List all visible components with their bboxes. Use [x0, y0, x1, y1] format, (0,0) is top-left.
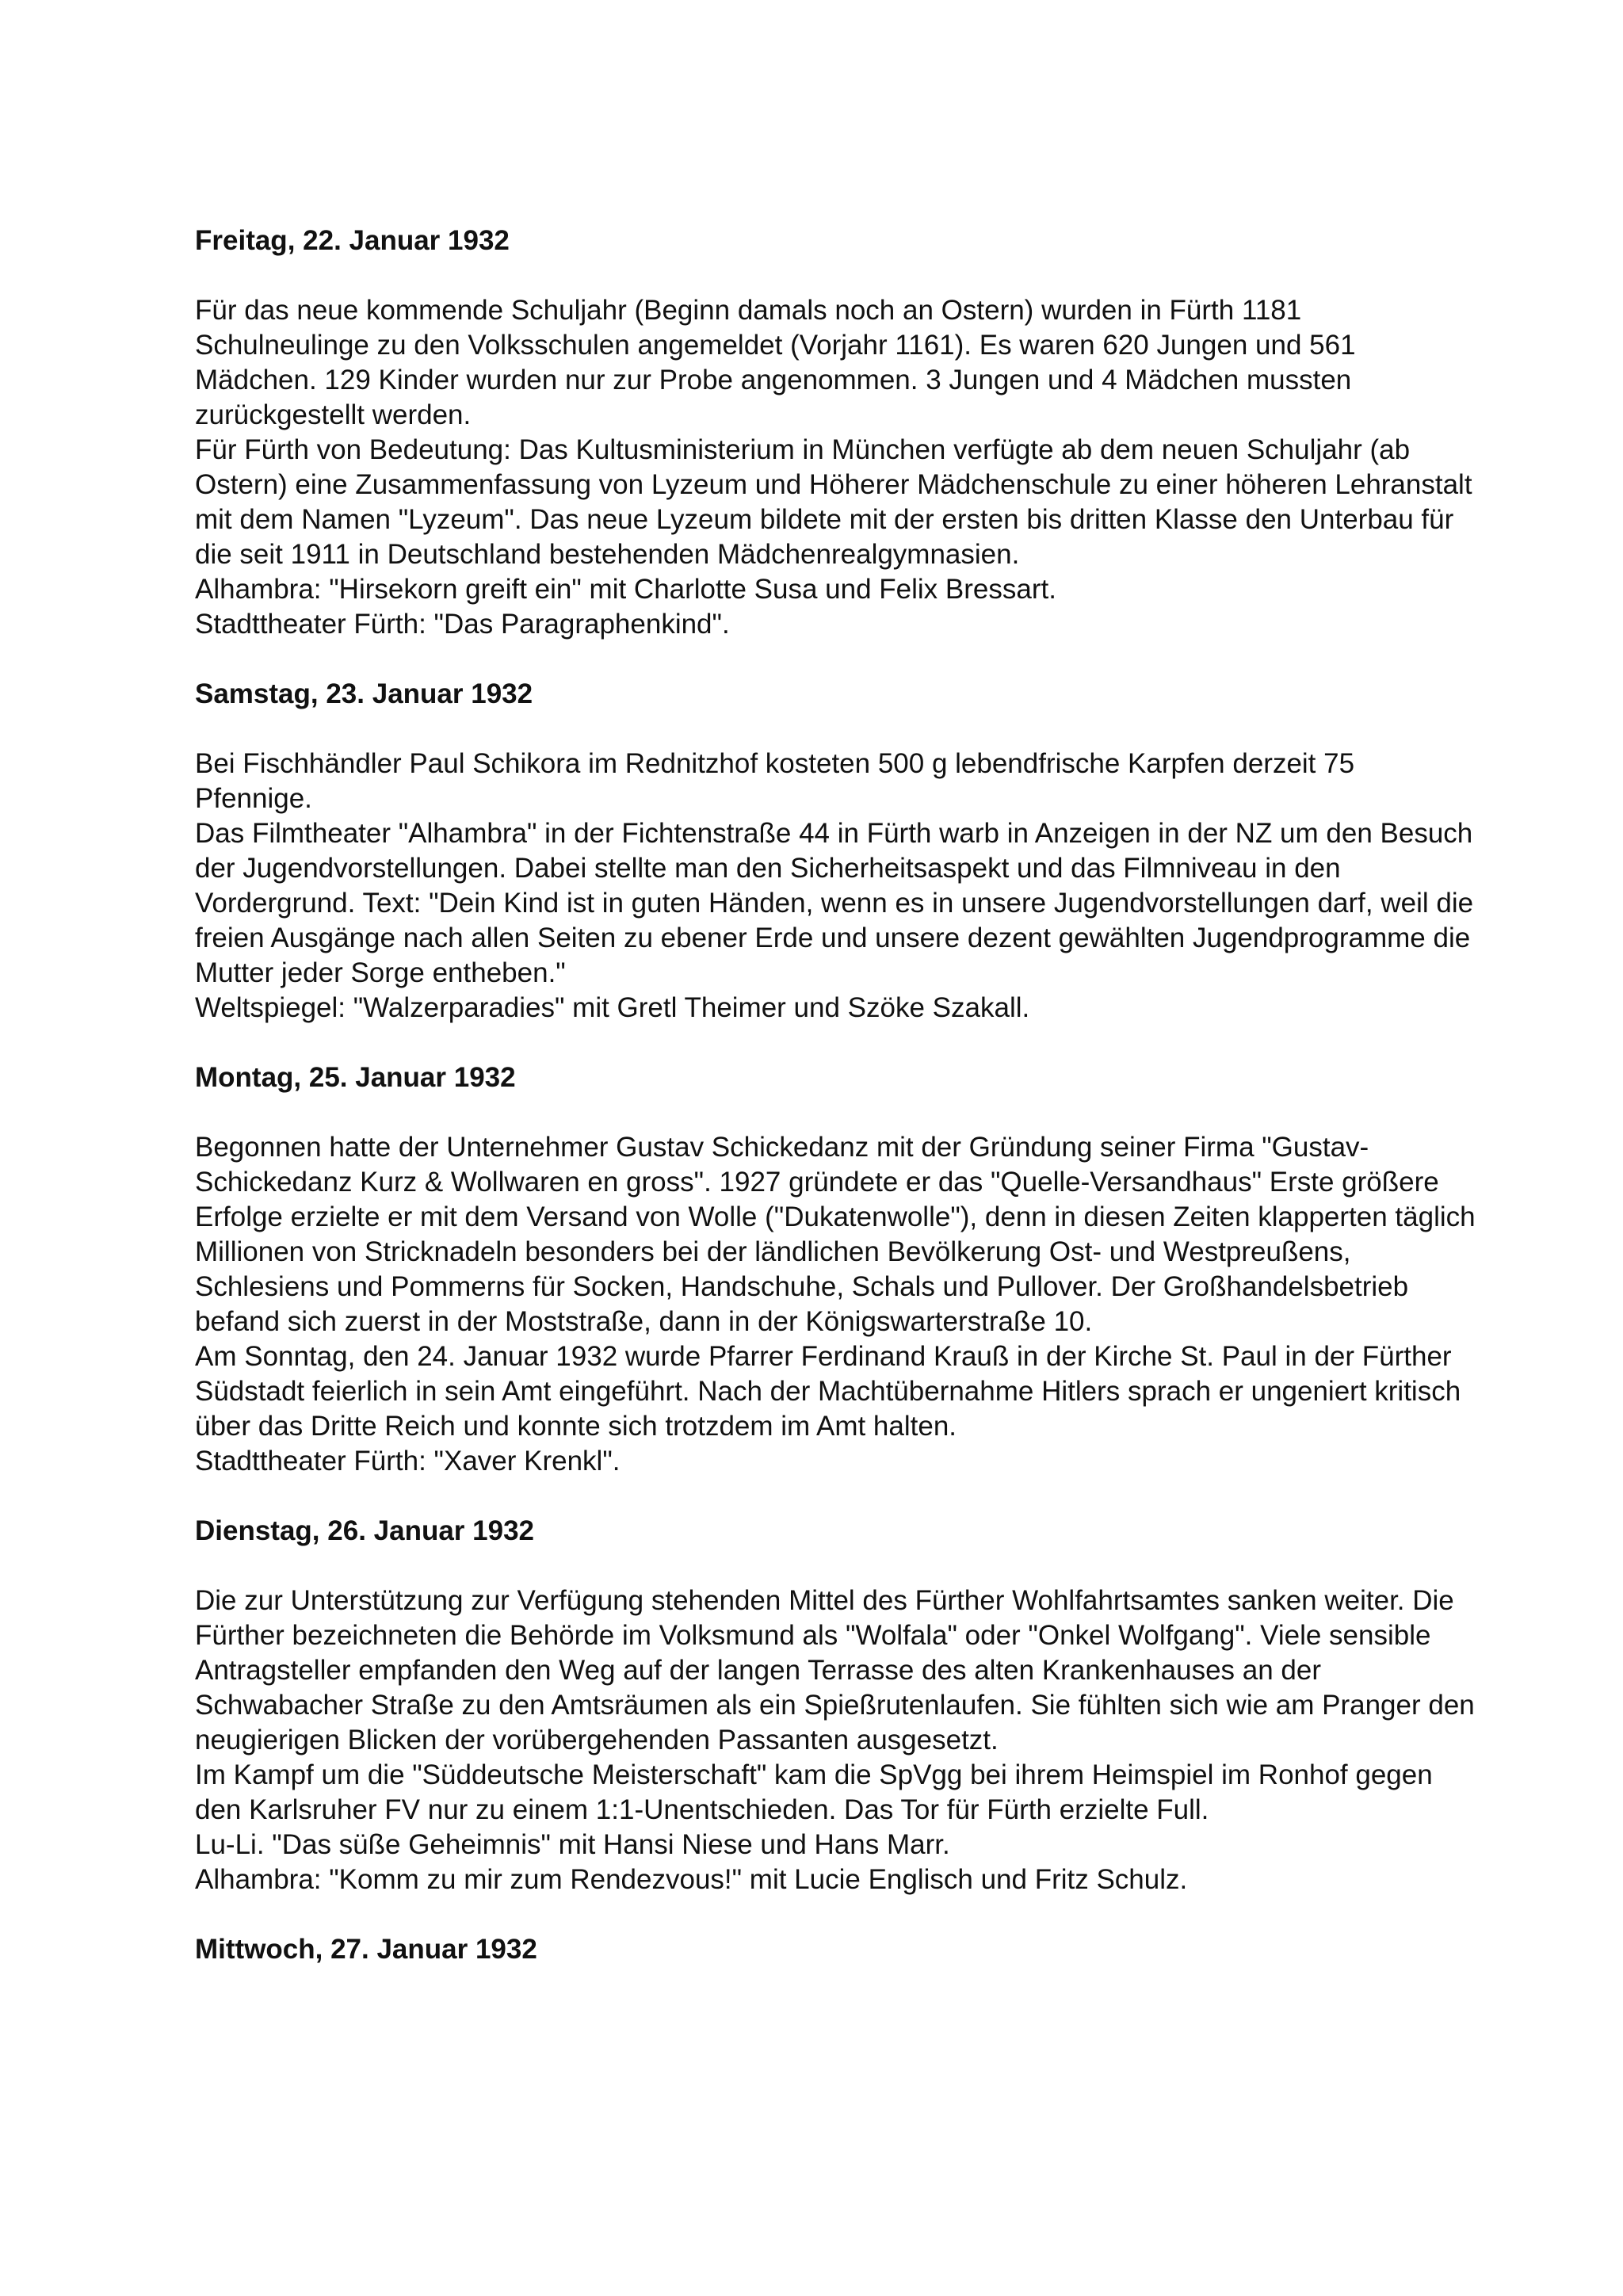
entry-paragraph: Im Kampf um die "Süddeutsche Meisterschaft" kam die SpVgg bei ihrem Heimspiel im Ronhof gegen den Karlsruher FV nur zu einem 1:1-Unentschieden. Das Tor für Fürth erzielte Full.: [195, 1759, 1433, 1825]
entry-3: [195, 677, 1479, 1026]
entry-paragraph: Alhambra: "Komm zu mir zum Rendezvous!" mit Lucie Englisch und Fritz Schulz.: [195, 1864, 1188, 1895]
document-body: [195, 223, 1479, 2002]
entry-paragraph: Am Sonntag, den 24. Januar 1932 wurde Pfarrer Ferdinand Krauß in der Kirche St. Paul in der Fürther Südstadt feierlich in sein Amt eingeführt. Nach der Machtübernahme Hitlers sprach er ungeniert kritisch über das Dritte Reich und konnte sich trotzdem im Amt halten.: [195, 1341, 1461, 1442]
entry-2: [195, 223, 1479, 642]
entry-paragraph: Für das neue kommende Schuljahr (Beginn damals noch an Ostern) wurden in Fürth 1181 Schulneulinge zu den Volksschulen angemeldet (Vorjahr 1161). Es waren 620 Jungen und 561 Mädchen. 129 Kinder wurden nur zur Probe angenommen. 3 Jungen und 4 Mädchen mussten zurückgestellt werden.: [195, 295, 1356, 430]
entry-date-heading: Freitag, 22. Januar 1932: [195, 225, 510, 256]
entry-6: [195, 1932, 1479, 1967]
entry-paragraph: Alhambra: "Hirsekorn greift ein" mit Charlotte Susa und Felix Bressart.: [195, 574, 1056, 605]
entry-paragraph: Weltspiegel: "Walzerparadies" mit Gretl Theimer und Szöke Szakall.: [195, 992, 1030, 1023]
entry-paragraph: Bei Fischhändler Paul Schikora im Rednitzhof kosteten 500 g lebendfrische Karpfen derzeit 75 Pfennige.: [195, 748, 1355, 814]
entry-paragraph: Begonnen hatte der Unternehmer Gustav Schickedanz mit der Gründung seiner Firma "Gustav-Schickedanz Kurz & Wollwaren en gross". 1927 gründete er das "Quelle-Versandhaus" Erste größere Erfolge erzielte er mit dem Versand von Wolle ("Dukatenwolle"), denn in diesen Zeiten klapperten täglich Millionen von Stricknadeln besonders bei der ländlichen Bevölkerung Ost- und Westpreußens, Schlesiens und Pommerns für Socken, Handschuhe, Schals und Pullover. Der Großhandelsbetrieb befand sich zuerst in der Moststraße, dann in der Königswarterstraße 10.: [195, 1132, 1476, 1337]
entry-date-heading: Montag, 25. Januar 1932: [195, 1062, 516, 1093]
entry-paragraph: Stadttheater Fürth: "Das Paragraphenkind".: [195, 609, 730, 640]
entry-paragraph: Stadttheater Fürth: "Xaver Krenkl".: [195, 1446, 621, 1477]
entry-paragraph: Lu-Li. "Das süße Geheimnis" mit Hansi Niese und Hans Marr.: [195, 1829, 950, 1860]
entry-date-heading: Mittwoch, 27. Januar 1932: [195, 1934, 537, 1965]
entry-date-heading: Samstag, 23. Januar 1932: [195, 678, 533, 709]
entry-paragraph: Das Filmtheater "Alhambra" in der Fichtenstraße 44 in Fürth warb in Anzeigen in der NZ um den Besuch der Jugendvorstellungen. Dabei stellte man den Sicherheitsaspekt und das Filmniveau in den Vordergrund. Text: "Dein Kind ist in guten Händen, wenn es in unsere Jugendvorstellungen darf, weil die freien Ausgänge nach allen Seiten zu ebener Erde und unsere dezent gewählten Jugendprogramme die Mutter jeder Sorge entheben.": [195, 818, 1474, 988]
entry-paragraph: Für Fürth von Bedeutung: Das Kultusministerium in München verfügte ab dem neuen Schuljahr (ab Ostern) eine Zusammenfassung von Lyzeum und Höherer Mädchenschule zu einer höheren Lehranstalt mit dem Namen "Lyzeum". Das neue Lyzeum bildete mit der ersten bis dritten Klasse den Unterbau für die seit 1911 in Deutschland bestehenden Mädchenrealgymnasien.: [195, 434, 1472, 570]
entry-paragraph: Die zur Unterstützung zur Verfügung stehenden Mittel des Fürther Wohlfahrtsamtes sanken weiter. Die Fürther bezeichneten die Behörde im Volksmund als "Wolfala" oder "Onkel Wolfgang". Viele sensible Antragsteller empfanden den Weg auf der langen Terrasse des alten Krankenhauses an der Schwabacher Straße zu den Amtsräumen als ein Spießrutenlaufen. Sie fühlten sich wie am Pranger den neugierigen Blicken der vorübergehenden Passanten ausgesetzt.: [195, 1585, 1475, 1755]
entry-5: [195, 1514, 1479, 1897]
entry-date-heading: Dienstag, 26. Januar 1932: [195, 1515, 534, 1546]
entry-4: [195, 1060, 1479, 1479]
